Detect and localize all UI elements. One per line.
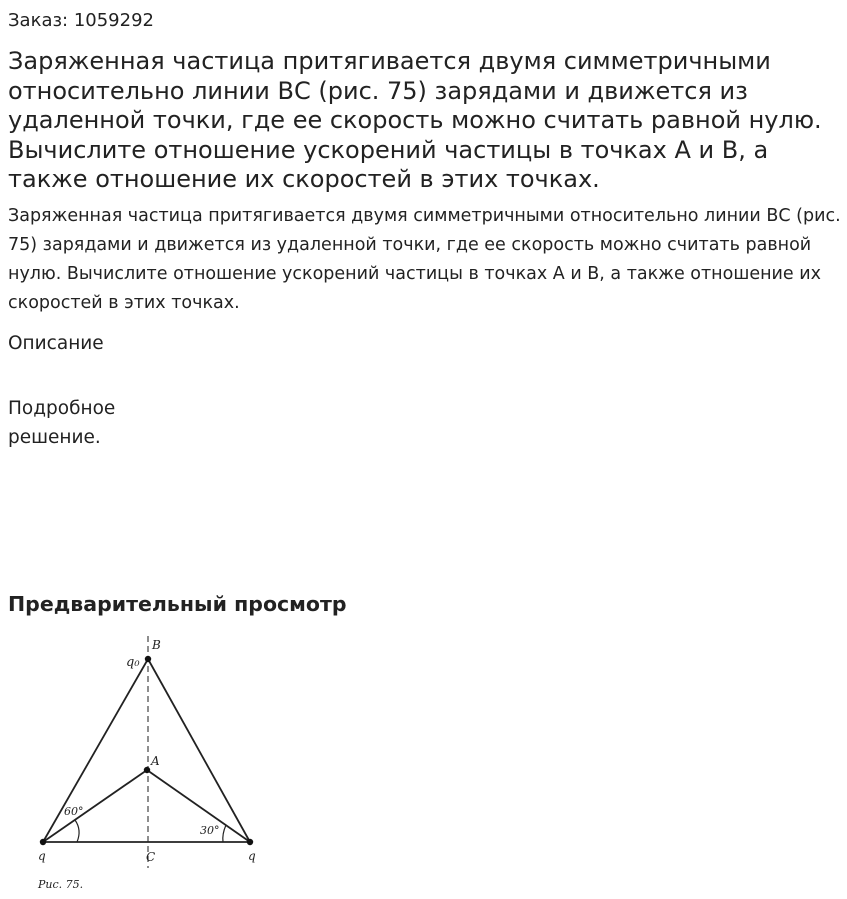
order-number: Заказ: 1059292 [8,10,154,31]
label-a: A [151,754,160,768]
point-q-right [247,839,253,845]
line-q-to-a-left [43,770,147,842]
description-text: Подробное решение. [8,398,116,448]
angle-label-right: 30° [200,824,220,837]
point-b [145,656,151,662]
figure-caption: Рис. 75. [38,878,84,891]
label-q-left: q [38,849,46,863]
figure-svg [30,632,270,894]
figure-75 [30,632,270,894]
point-q-left [40,839,46,845]
problem-text: Заряженная частица притягивается двумя симметричными относительно линии ВС (рис. 75) зарядами и движется из удаленной точки, где ее скорость можно считать равной нулю. Вычислите отношение ускорений частицы в точках А и В, а также отношение их скоростей в этих точках. [8,206,841,313]
side-left [43,659,148,842]
label-q0: q₀ [126,655,140,670]
label-c: C [146,850,156,864]
line-a-to-q-right [147,770,250,842]
point-a [144,767,150,773]
preview-heading: Предварительный просмотр [8,592,347,616]
label-b: B [152,638,161,652]
angle-arc-left [75,820,79,842]
description-label: Описание [8,333,104,354]
label-q-right: q [248,849,256,863]
angle-arc-right [223,825,226,842]
page-title: Заряженная частица притягивается двумя симметричными относительно линии ВС (рис. 75) зарядами и движется из удаленной точки, где ее скорость можно считать равной нулю. Вычислите отношение ускорений частицы в точках А и В, а также отношение их скоростей в этих точках. [8,47,822,193]
angle-label-left: 60° [64,805,84,818]
side-right [148,659,250,842]
